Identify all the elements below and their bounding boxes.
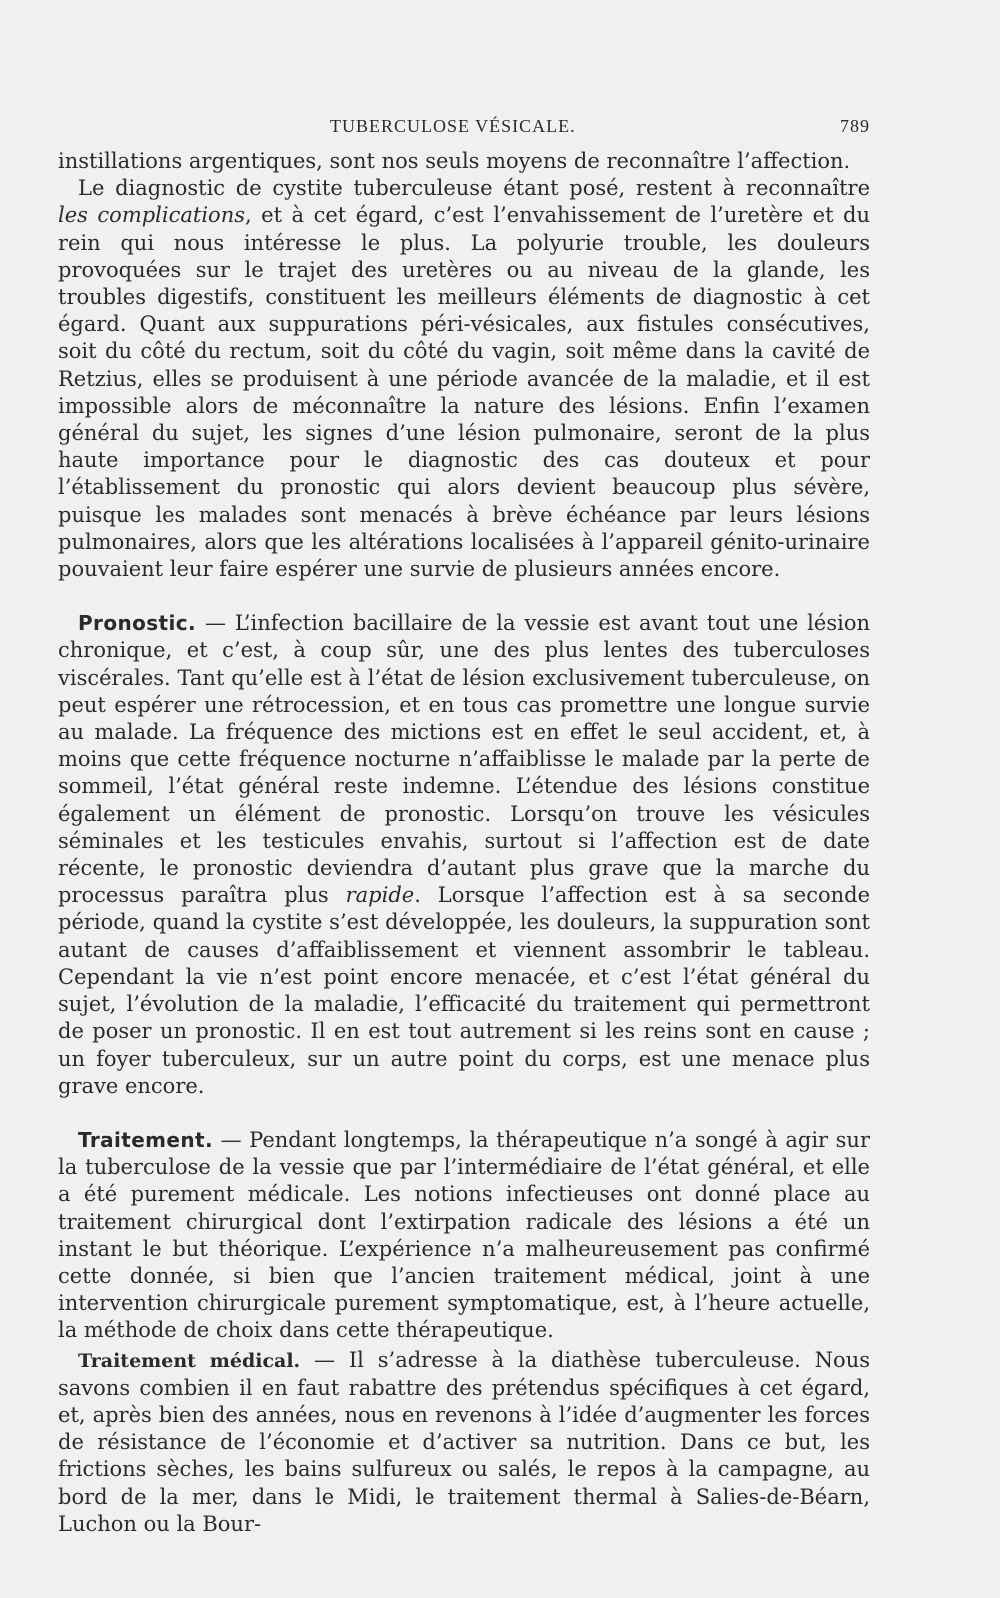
running-head bbox=[58, 116, 870, 142]
body-text bbox=[58, 148, 870, 1538]
section-traitement-medical bbox=[58, 1347, 870, 1538]
emphasis-text: les complications bbox=[58, 203, 245, 228]
paragraph-continued bbox=[58, 148, 870, 175]
paragraph-text: . Lorsque l’affection est à sa seconde période, quand la cystite s’est développée, les douleurs, la suppuration sont autant de causes d’affaiblissement et viennent assombrir le tableau. Cependant la vie n’est point encore menacée, et c’est l’état général du sujet, l’évolution de la maladie, l’efficacité du traitement qui permettront de poser un pronostic. Il en est tout autrement si les reins sont en cause ; un foyer tuberculeux, sur un autre point du corps, est une menace plus grave encore. bbox=[58, 883, 870, 1098]
paragraph-diagnostic bbox=[58, 175, 870, 583]
section-heading-traitement: Traitement. bbox=[78, 1127, 213, 1152]
paragraph-text: — Il s’adresse à la diathèse tuberculeuse. Nous savons combien il en faut rabattre des prétendus spécifiques à cet égard, et, après bien des années, nous en revenons à l’idée d’augmenter les forces de résistance de l’économie et d’activer sa nutrition. Dans ce but, les frictions sèches, les bains sulfureux ou salés, le repos à la campagne, au bord de la mer, dans le Midi, le traitement thermal à Salies-de-Béarn, Luchon ou la Bour- bbox=[58, 1347, 870, 1536]
paragraph-text: instillations argentiques, sont nos seuls moyens de reconnaître l’affection. bbox=[58, 149, 851, 173]
section-heading-pronostic: Pronostic. bbox=[78, 611, 197, 636]
paragraph-text: , et à cet égard, c’est l’envahissement de l’uretère et du rein qui nous intéresse le plus. La polyurie trouble, les douleurs provoquées sur le trajet des uretères ou au niveau de la glande, les troubles digestifs, constituent les meilleurs éléments de diagnostic à cet égard. Quant aux suppurations péri-vésicales, aux fistules consécutives, soit du côté du rectum, soit du côté du vagin, soit même dans la cavité de Retzius, elles se produisent à une période avancée de la maladie, et il est impossible alors de méconnaître la nature des lésions. Enfin l’examen général du sujet, les signes d’une lésion pulmonaire, seront de la plus haute importance pour le diagnostic des cas douteux et pour l’établissement du pronostic qui alors devient beaucoup plus sévère, puisque les malades sont menacés à brève échéance par leurs lésions pulmonaires, alors que les altérations localisées à l’appareil génito-urinaire pouvaient leur faire espérer une survie de plusieurs années encore. bbox=[58, 203, 870, 582]
page-number: 789 bbox=[840, 116, 870, 136]
section-traitement bbox=[58, 1127, 870, 1345]
section-pronostic bbox=[58, 610, 870, 1100]
paragraph-text: Le diagnostic de cystite tuberculeuse étant posé, restent à reconnaître bbox=[78, 176, 870, 201]
paragraph-text: — Pendant longtemps, la thérapeutique n’a songé à agir sur la tuberculose de la vessie que par l’intermédiaire de l’état général, et elle a été purement médicale. Les notions infectieuses ont donné place au traitement chirurgical dont l’extirpation radicale des lésions a été un instant le but théorique. L’expérience n’a malheureusement pas confirmé cette donnée, si bien que l’ancien traitement médical, joint à une intervention chirurgicale purement symptomatique, est, à l’heure actuelle, la méthode de choix dans cette thérapeutique. bbox=[58, 1127, 870, 1343]
paragraph-text: — L’infection bacillaire de la vessie est avant tout une lésion chronique, et c’est, à coup sûr, une des plus lentes des tuberculoses viscérales. Tant qu’elle est à l’état de lésion exclusivement tuberculeuse, on peut espérer une rétrocession, et en tous cas promettre une longue survie au malade. La fréquence des mictions est en effet le seul accident, et, à moins que cette fréquence nocturne n’affaiblisse le malade par la perte de sommeil, l’état général reste indemne. L’étendue des lésions constitue également un élément de pronostic. Lorsqu’on trouve les vésicules séminales et les testicules envahis, surtout si l’affection est de date récente, le pronostic deviendra d’autant plus grave que la marche du processus paraîtra plus bbox=[58, 611, 870, 908]
subsection-heading-traitement-medical: Traitement médical. bbox=[78, 1349, 301, 1372]
emphasis-text: rapide bbox=[345, 883, 415, 908]
running-title: TUBERCULOSE VÉSICALE. bbox=[330, 116, 576, 136]
